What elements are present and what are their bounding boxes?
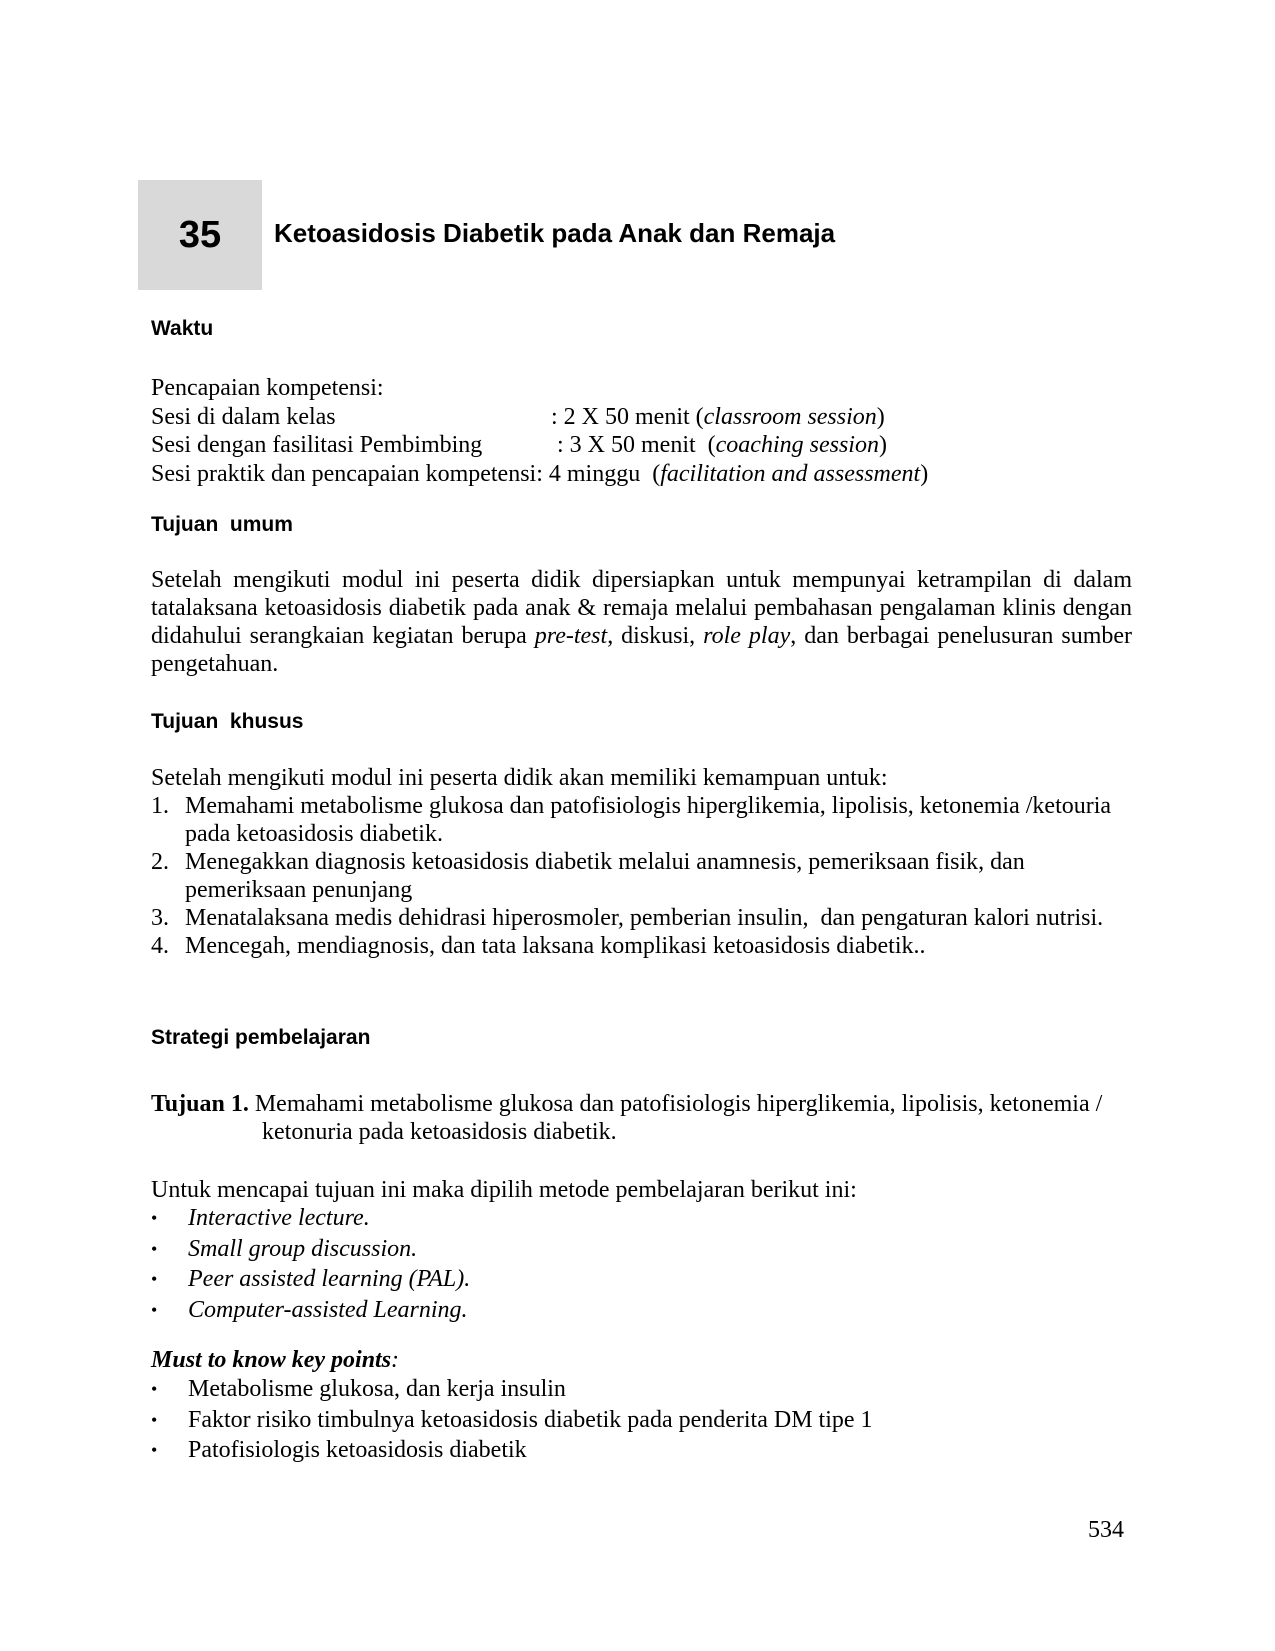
strategi-heading: Strategi pembelajaran: [151, 1026, 371, 1049]
time-row-coaching: Sesi dengan fasilitasi Pembimbing : 3 X 50 menit ( coaching session ): [151, 432, 887, 458]
tujuan-umum-heading: Tujuan umum: [151, 513, 293, 536]
list-item: 1. Memahami metabolisme glukosa dan patofisiologis hiperglikemia, lipolisis, ketonemia /ketouria pada ketoasidosis diabetik.: [151, 793, 1118, 847]
chapter-number-box: [138, 180, 262, 290]
time-value-italic: facilitation and assessment: [660, 460, 921, 487]
time-label: Sesi dengan fasilitasi Pembimbing: [151, 432, 483, 458]
bullet-icon: •: [151, 1299, 158, 1320]
chapter-title: Ketoasidosis Diabetik pada Anak dan Remaja: [274, 218, 836, 248]
methods-list: [151, 1203, 470, 1325]
tujuan-1-label: Tujuan 1.: [151, 1091, 249, 1117]
bullet-icon: •: [151, 1208, 158, 1229]
list-item: 2. Menegakkan diagnosis ketoasidosis diabetik melalui anamnesis, pemeriksaan fisik, dan pemeriksaan penunjang: [151, 849, 1025, 903]
time-value: : 2 X 50 menit (: [551, 403, 704, 430]
list-item: • Metabolisme glukosa, dan kerja insulin: [151, 1376, 566, 1403]
waktu-heading: Waktu: [151, 317, 214, 340]
bullet-icon: •: [151, 1379, 158, 1400]
list-item: • Computer-assisted Learning.: [151, 1296, 468, 1323]
list-item: • Peer assisted learning (PAL).: [151, 1266, 471, 1293]
list-item: • Patofisiologis ketoasidosis diabetik: [151, 1437, 527, 1464]
time-label: Sesi praktik dan pencapaian kompetensi: [151, 460, 537, 487]
time-value-italic: classroom session: [703, 403, 877, 430]
time-value: : 4 minggu (: [536, 460, 661, 487]
list-item: • Small group discussion.: [151, 1235, 418, 1262]
list-item: • Interactive lecture.: [151, 1205, 370, 1232]
methods-intro: Untuk mencapai tujuan ini maka dipilih metode pembelajaran berikut ini:: [151, 1177, 857, 1203]
bullet-icon: •: [151, 1440, 158, 1461]
time-value-italic: coaching session: [715, 432, 879, 458]
bullet-icon: •: [151, 1409, 158, 1430]
page-number: 534: [1088, 1517, 1124, 1543]
time-label: Sesi di dalam kelas: [151, 403, 336, 430]
tujuan-khusus-list: [151, 792, 1132, 960]
time-row-classroom: Sesi di dalam kelas : 2 X 50 menit ( classroom session ): [151, 403, 885, 430]
time-row-practice: Sesi praktik dan pencapaian kompetensi : 4 minggu ( facilitation and assessment ): [151, 460, 929, 487]
tujuan-1-text: Memahami metabolisme glukosa dan patofisiologis hiperglikemia, lipolisis, ketonemia / ketonuria pada ketoasidosis diabetik.: [248, 1091, 1103, 1145]
time-allocation: [151, 374, 928, 488]
tujuan-khusus-intro: Setelah mengikuti modul ini peserta didik akan memiliki kemampuan untuk:: [151, 765, 888, 791]
bullet-icon: •: [151, 1269, 158, 1290]
time-value: : 3 X 50 menit (: [551, 432, 716, 458]
list-item: 3. Menatalaksana medis dehidrasi hiperosmoler, pemberian insulin, dan pengaturan kalori nutrisi.: [151, 905, 1104, 931]
chapter-number: 35: [178, 213, 222, 256]
time-intro: Pencapaian kompetensi:: [151, 375, 384, 401]
key-points-heading: Must to know key points:: [151, 1347, 400, 1373]
list-item: 4. Mencegah, mendiagnosis, dan tata laksana komplikasi ketoasidosis diabetik..: [151, 933, 926, 959]
list-item: • Faktor risiko timbulnya ketoasidosis diabetik pada penderita DM tipe 1: [151, 1406, 873, 1433]
tujuan-umum-paragraph: Setelah mengikuti modul ini peserta didik dipersiapkan untuk mempunyai ketrampilan di dalam tatalaksana ketoasidosis diabetik pada anak & remaja melalui pembahasan pengalaman klinis dengan didahului serangkaian kegiatan berupa pre-test, diskusi, role play, dan berbagai penelusuran sumber pengetahuan.: [151, 567, 1133, 677]
bullet-icon: •: [151, 1238, 158, 1259]
tujuan-1-block: [151, 1090, 1136, 1146]
tujuan-khusus-heading: Tujuan khusus: [151, 710, 304, 733]
key-points-list: [151, 1374, 873, 1466]
